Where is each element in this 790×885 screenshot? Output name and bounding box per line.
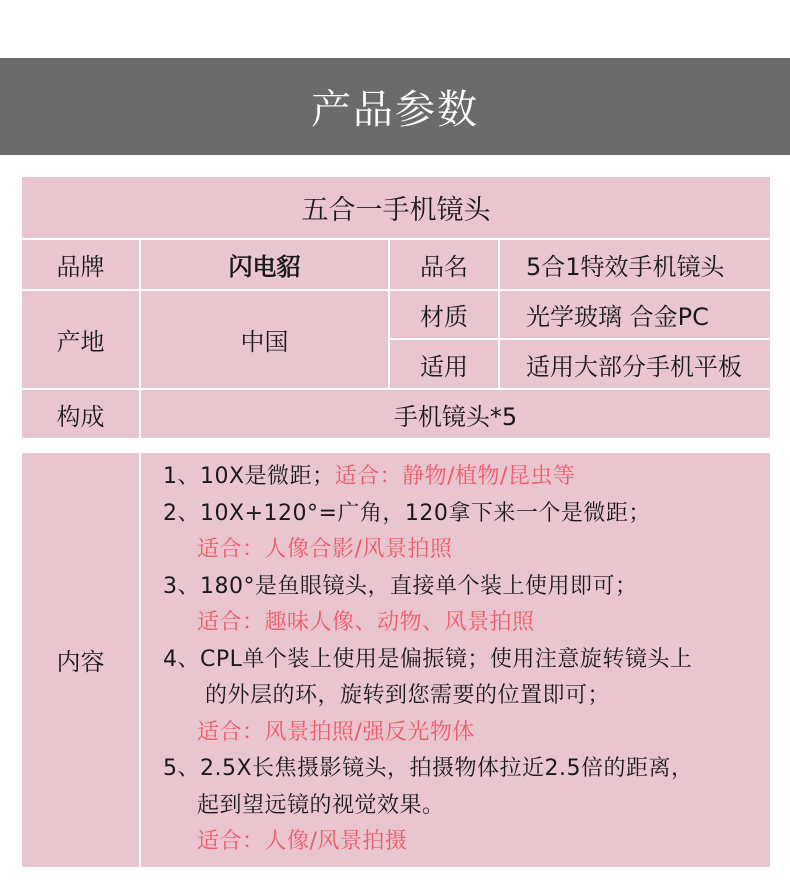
content-item-5: 5、2.5X长焦摄影镜头，拍摄物体拉近2.5倍的距离， <box>163 756 694 781</box>
content-label: 内容 <box>21 452 140 868</box>
composition-value: 手机镜头*5 <box>140 389 771 439</box>
item-1-text: 1、10X是微距； <box>163 464 335 489</box>
item-5-fit: 适合：人像/风景拍摄 <box>197 829 408 854</box>
material-label: 材质 <box>389 290 499 339</box>
item-2-fit: 适合：人像合影/风景拍照 <box>197 537 453 562</box>
content-table <box>20 451 772 869</box>
origin-value: 中国 <box>140 290 389 389</box>
name-value: 5合1特效手机镜头 <box>499 239 771 290</box>
item-3-fit: 适合：趣味人像、动物、风景拍照 <box>197 610 535 635</box>
section-banner <box>0 58 790 155</box>
material-value: 光学玻璃 合金PC <box>499 290 771 339</box>
spec-table <box>20 175 772 440</box>
content-item-4: 4、CPL单个装上使用是偏振镜；使用注意旋转镜头上 <box>163 646 693 672</box>
brand-value: 闪电貂 <box>140 239 389 290</box>
usage-label: 适用 <box>389 339 499 389</box>
content-item-2: 2、10X+120°=广角，120拿下来一个是微距； <box>163 500 651 526</box>
composition-label: 构成 <box>21 389 140 439</box>
content-item-3: 3、180°是鱼眼镜头，直接单个装上使用即可； <box>163 573 638 599</box>
origin-label: 产地 <box>21 290 140 389</box>
content-body <box>140 452 771 868</box>
banner-title: 产品参数 <box>311 87 479 133</box>
item-4-fit: 适合：风景拍照/强反光物体 <box>197 719 475 745</box>
brand-label: 品牌 <box>21 239 140 290</box>
item-5-continuation: 起到望远镜的视觉效果。 <box>197 792 445 818</box>
spec-title: 五合一手机镜头 <box>21 176 771 239</box>
item-1-fit: 适合：静物/植物/昆虫等 <box>334 464 576 489</box>
content-item-1 <box>163 459 770 496</box>
name-label: 品名 <box>389 239 499 290</box>
item-4-continuation: 的外层的环，旋转到您需要的位置即可； <box>205 683 611 708</box>
usage-value: 适用大部分手机平板 <box>499 339 771 389</box>
